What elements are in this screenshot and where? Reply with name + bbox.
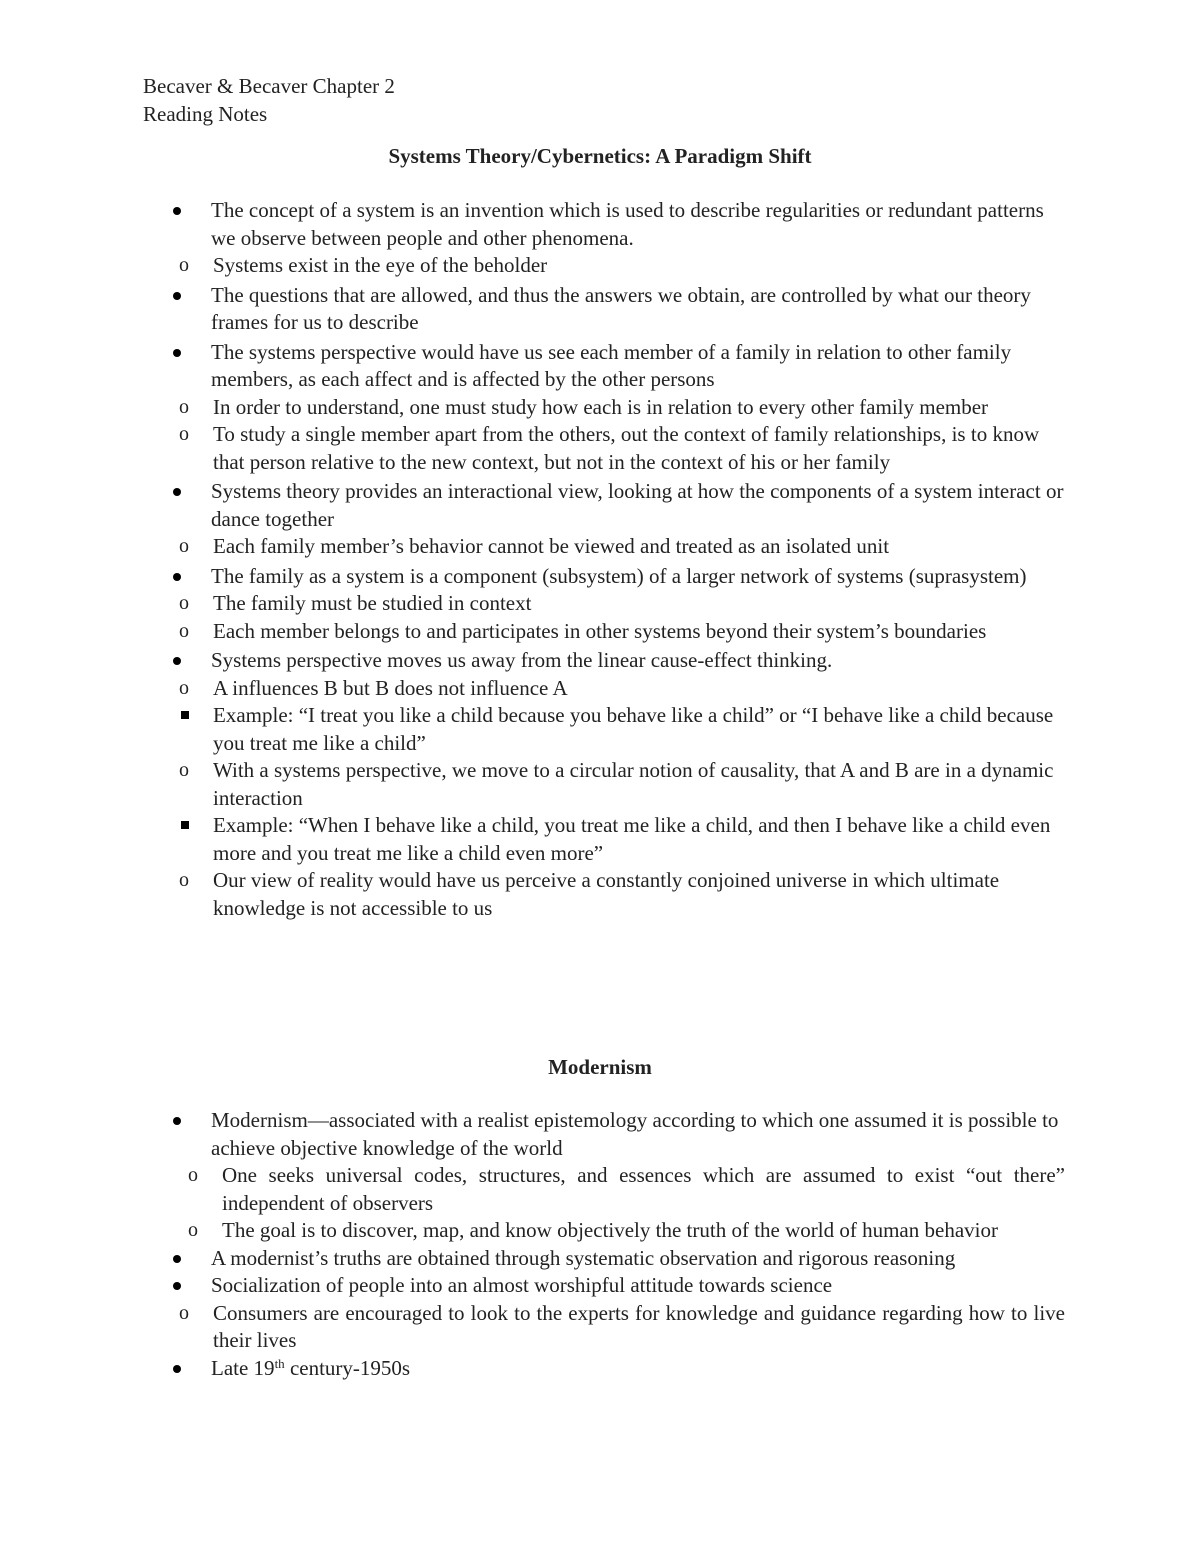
header-title: Becaver & Becaver Chapter 2 <box>143 74 395 98</box>
bullet-circle-icon: o <box>179 619 189 642</box>
section-heading-systems-theory: Systems Theory/Cybernetics: A Paradigm Shift <box>388 144 812 168</box>
bullet-disc-icon <box>173 1282 181 1290</box>
bullet-disc-icon <box>173 1365 181 1373</box>
bullet-disc-icon <box>173 1117 181 1125</box>
bullet-disc-icon <box>173 488 181 496</box>
bullet-square-icon <box>181 711 189 719</box>
bullet-disc-icon <box>173 292 181 300</box>
list-item: o Our view of reality would have us perceive a constantly conjoined universe in which ultimate knowledge is not accessible to us <box>179 868 1000 920</box>
list-item: o Consumers are encouraged to look to the experts for knowledge and guidance regarding how to live their lives <box>179 1300 1065 1352</box>
bullet-circle-icon: o <box>179 1301 189 1324</box>
bullet-disc-icon <box>173 657 181 665</box>
list-item: A modernist’s truths are obtained through systematic observation and rigorous reasoning <box>140 1245 1065 1273</box>
list-item: Modernism—associated with a realist epistemology according to which one assumed it is possible to achieve objective knowledge of the world o One seeks universal codes, structures, and essences which are assumed to exist “out there” independent of observers o The goal is to discover, map, and know objectively the truth of the world of human behavior <box>140 1107 1065 1245</box>
bullet-circle-icon: o <box>179 395 189 418</box>
header-subtitle: Reading Notes <box>143 101 268 126</box>
list-item: o The family must be studied in context <box>141 590 1065 618</box>
bullet-circle-icon: o <box>179 592 189 614</box>
document-header <box>143 73 395 128</box>
list-item: o In order to understand, one must study how each is in relation to every other family member <box>141 394 1065 422</box>
bullet-circle-icon: o <box>179 759 189 781</box>
list-item: o Each family member’s behavior cannot be viewed and treated as an isolated unit <box>141 533 1065 561</box>
bullet-disc-icon <box>173 1255 181 1263</box>
list-item: o Each member belongs to and participates in other systems beyond their system’s boundaries <box>141 618 1065 646</box>
list-item: o Systems exist in the eye of the beholder <box>141 252 1065 280</box>
bullet-circle-icon: o <box>188 1164 198 1186</box>
systems-theory-notes <box>140 197 1065 922</box>
list-item: o The goal is to discover, map, and know objectively the truth of the world of human behavior <box>141 1217 1065 1245</box>
list-item: o With a systems perspective, we move to a circular notion of causality, that A and B are in a dynamic interaction Example: “When I behave like a child, you treat me like a child, and then I behave like a child even more and you treat me like a child even more” <box>141 757 1065 867</box>
list-item: Socialization of people into an almost worshipful attitude towards science o Consumers are encouraged to look to the experts for knowledge and guidance regarding how to live their lives <box>140 1272 1065 1355</box>
list-item: Example: “When I behave like a child, you treat me like a child, and then I behave like a child even more and you treat me like a child even more” <box>143 812 1065 867</box>
list-item: Example: “I treat you like a child because you behave like a child” or “I behave like a child because you treat me like a child” <box>143 702 1065 757</box>
bullet-circle-icon: o <box>179 676 189 699</box>
bullet-circle-icon: o <box>179 869 189 891</box>
bullet-square-icon <box>181 821 189 829</box>
bullet-circle-icon: o <box>179 535 189 557</box>
list-item: The questions that are allowed, and thus the answers we obtain, are controlled by what our theory frames for us to describe <box>140 282 1065 337</box>
list-item: o To study a single member apart from the others, out the context of family relationships, is to know that person relative to the new context, but not in the context of his or her family <box>179 422 1040 474</box>
bullet-disc-icon <box>173 349 181 357</box>
list-item: The systems perspective would have us see each member of a family in relation to other family members, as each affect and is affected by the other persons o In order to understand, one must study how each is in relation to every other family member o To study a single member apart from the others, out the context of family relationships, is to know that person relative to the new context, but not in the context of his or her family <box>140 339 1065 477</box>
bullet-circle-icon: o <box>179 254 189 276</box>
modernism-notes <box>140 1107 1065 1382</box>
bullet-circle-icon: o <box>188 1219 198 1241</box>
list-item: The family as a system is a component (subsystem) of a larger network of systems (suprasystem) o The family must be studied in context o Each member belongs to and participates in other systems beyond their system’s boundaries <box>140 563 1065 646</box>
list-item: o One seeks universal codes, structures, and essences which are assumed to exist “out there” independent of observers <box>188 1163 1065 1215</box>
bullet-disc-icon <box>173 573 181 581</box>
bullet-circle-icon: o <box>179 423 189 445</box>
section-heading-modernism: Modernism <box>548 1055 652 1079</box>
list-item: Systems perspective moves us away from the linear cause-effect thinking. o A influences B but B does not influence A Example: “I treat you like a child because you behave like a child” or “I behave like a child because you treat me like a child” o With a systems perspective, we move to a circular notion of causality, that A and B are in a dynamic interaction Example: “When I behave like a child, you treat me like a child, and then I behave like a child even more and you treat me like a child even more” o Our view of reality would have us perceive a constantly conjoined universe in which ultimate knowledge is not accessible to us <box>140 647 1065 922</box>
bullet-disc-icon <box>173 207 181 215</box>
list-item: Systems theory provides an interactional view, looking at how the components of a system interact or dance together o Each family member’s behavior cannot be viewed and treated as an isolated unit <box>140 478 1065 561</box>
list-item: The concept of a system is an invention which is used to describe regularities or redundant patterns we observe between people and other phenomena. o Systems exist in the eye of the beholder <box>140 197 1065 280</box>
list-item: o A influences B but B does not influence A Example: “I treat you like a child because you behave like a child” or “I behave like a child because you treat me like a child” <box>141 675 1065 758</box>
list-item: Late 19th century-1950s <box>140 1355 1065 1383</box>
